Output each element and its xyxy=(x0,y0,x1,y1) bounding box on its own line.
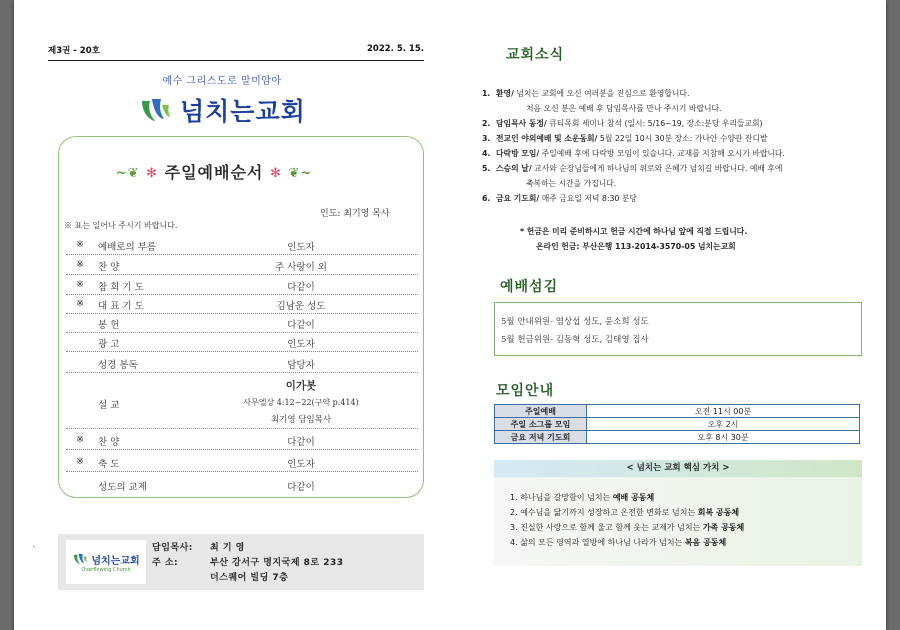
issue-bar xyxy=(48,44,424,61)
offering-note xyxy=(520,224,747,254)
news-item: 6. 금요 기도회/ 매주 금요일 저녁 8:30 분당 xyxy=(482,194,637,203)
order-row xyxy=(66,295,418,314)
address-label: 주 소: xyxy=(152,558,179,568)
address-line-2: 더스퀘어 빌딩 7층 xyxy=(210,573,289,583)
core-values-title: < 넘치는 교회 핵심 가치 > xyxy=(494,460,862,477)
news-item: 1. 환영/ 넘치는 교회에 오신 여러분을 진심으로 환영합니다. xyxy=(482,89,690,98)
stand-mark: ※ xyxy=(76,298,84,309)
order-row xyxy=(66,333,418,352)
order-row xyxy=(66,354,418,373)
meeting-name: 주일 소그룹 모임 xyxy=(495,418,587,431)
stand-mark: ※ xyxy=(76,259,84,270)
slogan: 예수 그리스도로 말미암아 xyxy=(162,76,282,87)
flower-ornament-icon: ✻ xyxy=(146,166,159,181)
sermon-scripture: 사무엘상 4:12~22(구약 p.414) xyxy=(243,398,359,407)
news-title: 교회소식 xyxy=(506,47,565,63)
sermon-preacher: 최기영 담임목사 xyxy=(270,415,332,425)
order-person: 담당자 xyxy=(287,360,315,371)
order-row xyxy=(66,236,418,255)
sermon-title: 이가봇 xyxy=(285,380,317,392)
pastor-label: 담임목사: xyxy=(152,543,193,553)
footer-info xyxy=(152,541,344,586)
table-row xyxy=(495,418,860,431)
serve-box xyxy=(494,302,862,356)
order-item: 성경 봉독 xyxy=(98,360,138,371)
list-item: 4. 삶의 모든 영역과 열방에 하나님 나라가 넘치는 복음 공동체 xyxy=(510,538,727,547)
stand-mark: ※ xyxy=(76,239,84,250)
news-list xyxy=(482,86,862,206)
church-emblem-icon xyxy=(72,552,88,566)
core-values-list xyxy=(510,490,744,550)
footer-logo-name: 넘치는교회 xyxy=(91,555,140,567)
news-item: 2. 담임목사 동정/ 큐티목회 세미나 참석 (일시: 5/16~19, 장소:분당 우리들교회) xyxy=(482,119,763,128)
church-logo xyxy=(138,92,306,128)
footer-logo-english: Overflowing Church xyxy=(81,566,131,573)
serve-title: 예배섬김 xyxy=(500,279,559,295)
issue-date: 2022. 5. 15. xyxy=(366,44,424,54)
footer-logo xyxy=(66,540,146,584)
order-person: 인도자 xyxy=(287,459,315,470)
order-person: 다같이 xyxy=(287,282,315,293)
news-item: 4. 다락방 모임/ 주일예배 후에 다락방 모임이 있습니다. 교재를 지참해 오시기 바랍니다. xyxy=(482,149,785,158)
meeting-time: 오후 2시 xyxy=(587,418,860,431)
order-item: 찬 양 xyxy=(98,262,120,273)
order-item: 대 표 기 도 xyxy=(98,301,144,312)
order-person: 다같이 xyxy=(287,482,315,493)
order-person: 다같이 xyxy=(287,320,315,331)
order-person: 김남운 성도 xyxy=(276,301,326,312)
pastor-name: 최 기 영 xyxy=(210,543,245,553)
issue-volume: 제3권 - 20호 xyxy=(48,46,100,56)
list-item: 1. 하나님을 갈망함이 넘치는 예배 공동체 xyxy=(510,493,655,502)
order-item: 광 고 xyxy=(98,339,120,350)
stand-mark: ※ xyxy=(76,434,84,445)
order-title: 주일예배순서 xyxy=(164,163,264,182)
order-person: 인도자 xyxy=(287,242,315,253)
order-title-row xyxy=(64,160,364,183)
list-item: 3. 진실한 사랑으로 함께 울고 함께 웃는 교제가 넘치는 가족 공동체 xyxy=(510,523,745,532)
meetings-table xyxy=(494,404,860,444)
meeting-name: 주일예배 xyxy=(495,405,587,418)
meetings-title: 모임안내 xyxy=(496,383,555,399)
order-row xyxy=(66,476,418,495)
serve-line: 5월 안내위원- 염상섭 성도, 윤소희 성도 xyxy=(501,317,649,327)
order-item: 봉 헌 xyxy=(98,320,120,331)
offering-text: * 헌금은 미리 준비하시고 헌금 시간에 하나님 앞에 직접 드립니다. xyxy=(520,227,748,236)
news-item: 3. 전교인 야외예배 및 소운동회/ 5월 22일 10시 30분 장소: 가나안 수양관 잔디밭 xyxy=(482,134,768,143)
church-name: 넘치는교회 xyxy=(180,97,306,126)
order-person: 주 사랑이 외 xyxy=(275,262,327,273)
order-row xyxy=(66,453,418,472)
church-emblem-icon xyxy=(138,95,172,125)
table-row xyxy=(495,431,860,444)
order-person: 인도자 xyxy=(287,339,315,350)
news-item: 5. 스승의 날/ 교사와 순장님들에게 하나님의 위로와 은혜가 넘치길 바랍니다. 예배 후에 xyxy=(482,164,783,173)
order-person: 다같이 xyxy=(287,437,315,448)
vine-ornament-icon: ❦~ xyxy=(288,166,313,181)
order-row xyxy=(66,314,418,333)
serve-line: 5월 헌금위원- 김동혁 성도, 김태영 집사 xyxy=(501,335,649,345)
sermon-label: 설 교 xyxy=(98,400,120,411)
stand-mark: ※ xyxy=(76,279,84,290)
table-row xyxy=(495,405,860,418)
order-item: 성도의 교제 xyxy=(98,482,147,493)
vine-ornament-icon: ~❦ xyxy=(115,166,140,181)
order-row xyxy=(66,276,418,295)
worship-leader: 인도: 최기영 목사 xyxy=(320,209,390,219)
standing-note: ※ 표는 일어나 주시기 바랍니다. xyxy=(64,221,178,230)
flower-ornament-icon: ✻ xyxy=(269,166,282,181)
meeting-time: 오전 11시 00분 xyxy=(587,405,860,418)
order-item: 참 회 기 도 xyxy=(98,282,144,293)
meeting-time: 오후 8시 30분 xyxy=(587,431,860,444)
order-row xyxy=(66,431,418,450)
order-item: 예배로의 부름 xyxy=(98,242,157,253)
meeting-name: 금요 저녁 기도회 xyxy=(495,431,587,444)
order-row xyxy=(66,256,418,275)
sermon-row xyxy=(66,373,418,429)
list-item: 2. 예수님을 닮기까지 성장하고 온전한 변화로 넘치는 회복 공동체 xyxy=(510,508,740,517)
order-item: 찬 양 xyxy=(98,437,120,448)
offering-account: 온라인 헌금: 부산은행 113-2014-3570-05 넘치는교회 xyxy=(536,242,736,251)
news-item-sub: 축복하는 시간을 가집니다. xyxy=(526,179,617,188)
stand-mark: ※ xyxy=(76,456,84,467)
order-item: 축 도 xyxy=(98,459,120,470)
address-line-1: 부산 강서구 명지국제 8로 233 xyxy=(210,558,344,568)
news-item-sub: 처음 오신 분은 예배 후 담임목사를 만나 주시기 바랍니다. xyxy=(526,104,722,113)
stray-mark: ˋ xyxy=(32,546,37,556)
